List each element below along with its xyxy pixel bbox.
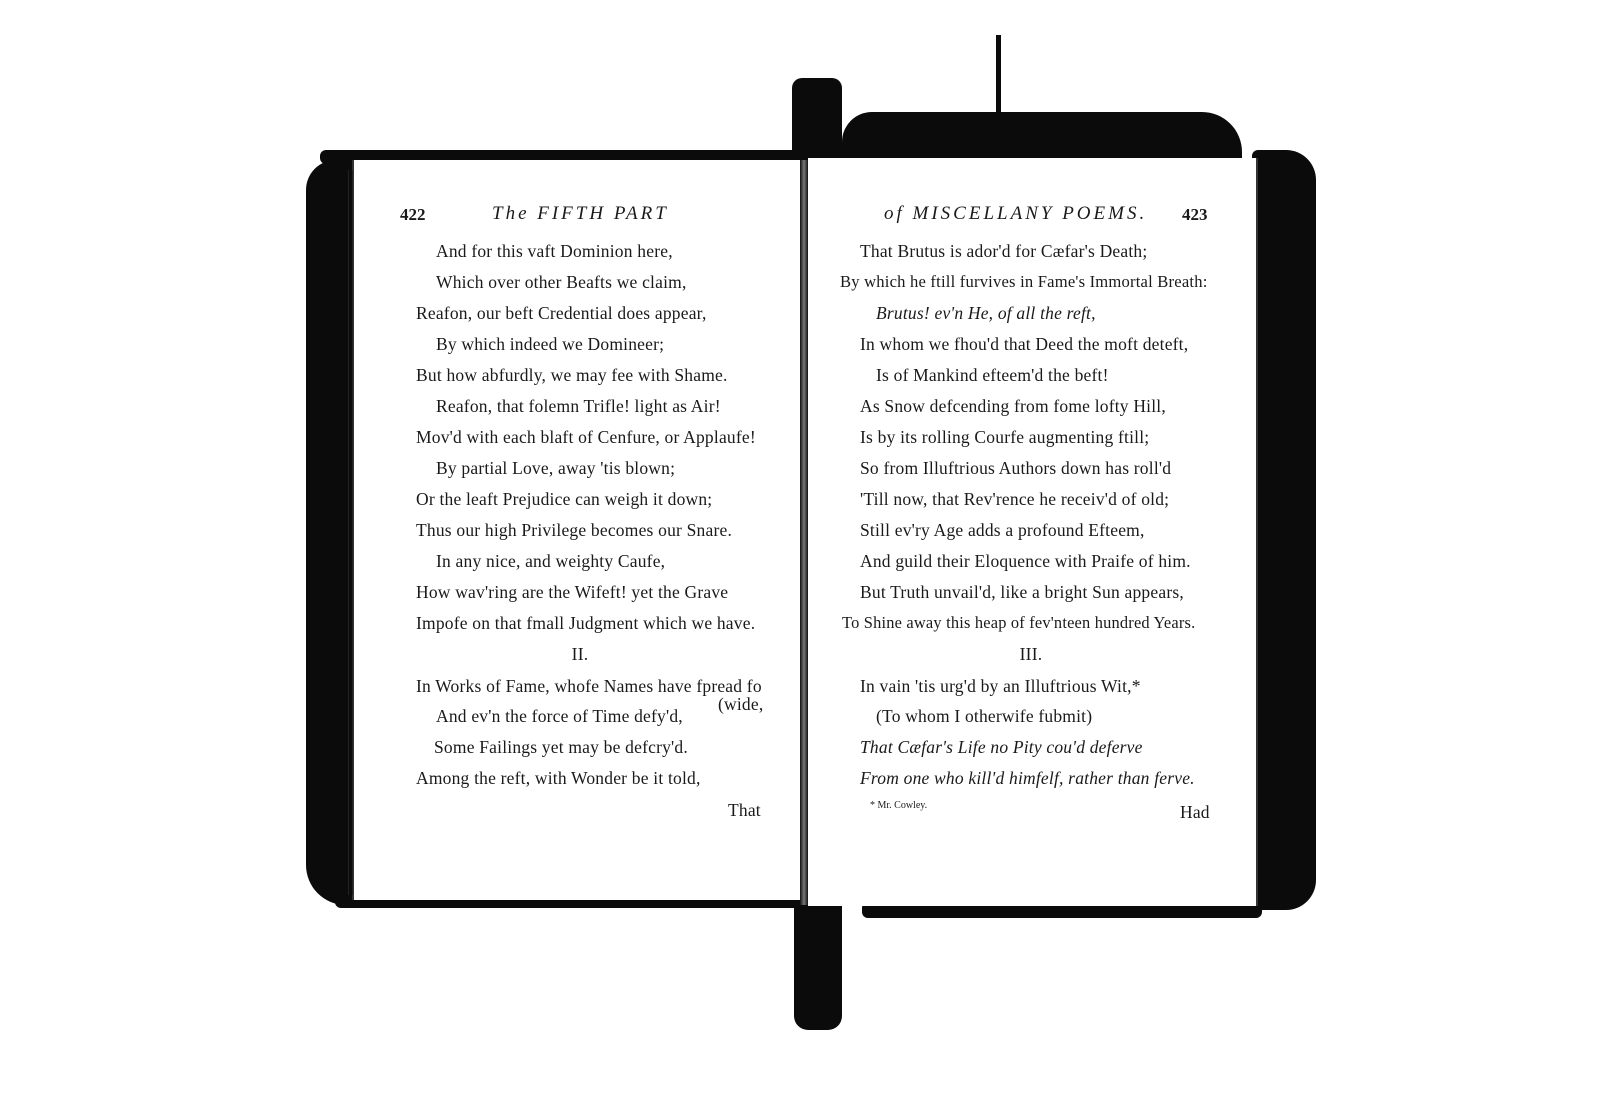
verse-line: In any nice, and weighty Caufe, [436,551,666,571]
verse-line: In vain 'tis urg'd by an Illuftrious Wit,* [860,676,1141,696]
verse-line: Is by its rolling Courfe augmenting ftill; [860,427,1150,447]
verse-line: Some Failings yet may be defcry'd. [434,737,688,757]
verse-line: By which he ftill furvives in Fame's Immortal Breath: [840,272,1208,291]
verse-line: But how abfurdly, we may fee with Shame. [416,365,728,385]
verse-line: And ev'n the force of Time defy'd, [436,706,683,726]
verse-line: By which indeed we Domineer; [436,334,665,354]
verse-line: In whom we fhou'd that Deed the moft deteft, [860,334,1189,354]
verse-line: Or the leaft Prejudice can weigh it down; [416,489,713,509]
verse-line: Among the reft, with Wonder be it told, [416,768,701,788]
right-cover-edge [1252,150,1316,910]
verse-line: And guild their Eloquence with Praife of him. [860,551,1191,571]
page-number-left: 422 [400,205,426,224]
page-edge-lines [348,170,353,895]
verse-line: From one who kill'd himfelf, rather than ferve. [860,768,1195,788]
left-cover-edge [306,160,352,905]
verse-line: To Shine away this heap of fev'nteen hundred Years. [842,613,1196,632]
verse-line: That Brutus is ador'd for Cæfar's Death; [860,241,1148,261]
verse-line: As Snow defcending from fome lofty Hill, [860,396,1166,416]
verse-line: Is of Mankind efteem'd the beft! [876,365,1109,385]
verse-line: But Truth unvail'd, like a bright Sun appears, [860,582,1184,602]
right-cover-top [842,112,1242,162]
verse-line: Mov'd with each blaft of Cenfure, or Applaufe! [416,427,756,447]
spine-top [792,78,842,164]
verse-line: Thus our high Privilege becomes our Snare. [416,520,733,540]
verse-line: So from Illuftrious Authors down has roll'd [860,458,1172,478]
page-number-right: 423 [1182,205,1208,224]
verse-line: And for this vaft Dominion here, [436,241,673,261]
verse-line: (To whom I otherwife fubmit) [876,706,1093,726]
footnote: * Mr. Cowley. [870,800,928,811]
running-head-left: The FIFTH PART [492,203,669,224]
verse-line: In Works of Fame, whofe Names have fpread fo [416,676,762,696]
verse-line: 'Till now, that Rev'rence he receiv'd of old; [860,489,1170,509]
stanza-numeral: II. [571,644,589,664]
verse-line: Reafon, that folemn Trifle! light as Air! [436,396,721,416]
verse-line: Still ev'ry Age adds a profound Efteem, [860,520,1145,540]
verse-line: Which over other Beafts we claim, [436,272,687,292]
verse-line: That Cæfar's Life no Pity cou'd deferve [860,737,1143,757]
verse-line: Brutus! ev'n He, of all the reft, [876,303,1096,323]
bookmark-ribbon [996,35,1001,125]
verse-line: By partial Love, away 'tis blown; [436,458,676,478]
stanza-numeral: III. [1019,644,1043,664]
spine-bottom [794,900,842,1030]
verse-line: Reafon, our beft Credential does appear, [416,303,707,323]
turnover-word: (wide, [718,694,764,714]
catchword: Had [1180,802,1210,822]
verse-line: How wav'ring are the Wifeft! yet the Grave [416,582,729,602]
gutter [800,160,808,905]
running-head-right: of MISCELLANY POEMS. [884,203,1148,224]
verse-line: Impofe on that fmall Judgment which we have. [416,613,756,633]
catchword: That [728,800,761,820]
